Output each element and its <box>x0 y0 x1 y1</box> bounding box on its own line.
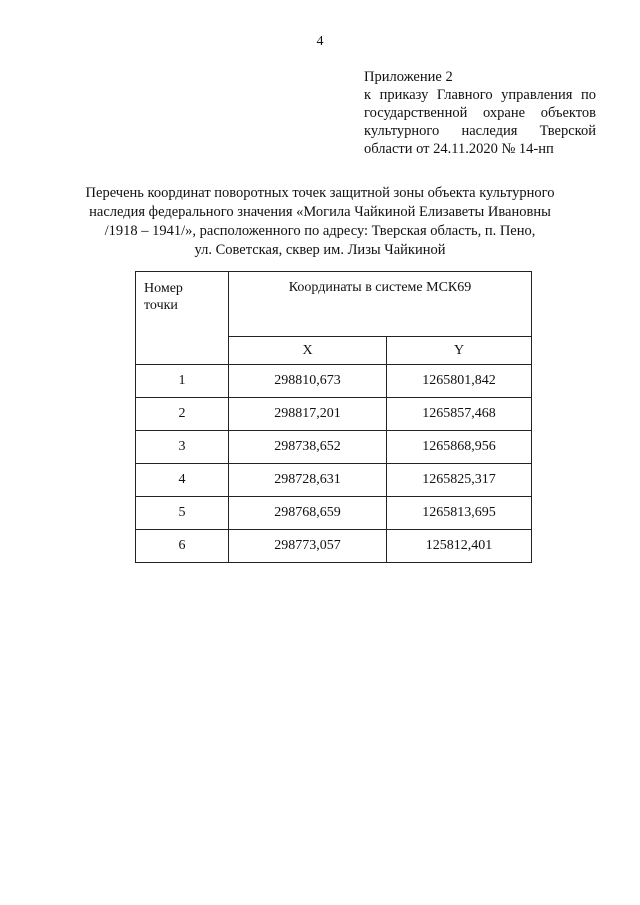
title-line: ул. Советская, сквер им. Лизы Чайкиной <box>194 242 446 258</box>
appendix-line: культурного наследия Тверской <box>364 123 596 139</box>
cell-y: 1265813,695 <box>387 497 532 530</box>
cell-point-number: 4 <box>136 464 229 497</box>
cell-y: 1265801,842 <box>387 365 532 398</box>
cell-point-number: 6 <box>136 530 229 563</box>
appendix-block <box>364 68 596 158</box>
cell-point-number: 2 <box>136 398 229 431</box>
page-number: 4 <box>316 34 324 49</box>
cell-y: 1265868,956 <box>387 431 532 464</box>
document-title <box>60 184 580 260</box>
header-x: X <box>229 337 387 365</box>
appendix-line: области от 24.11.2020 № 14-нп <box>364 141 554 157</box>
cell-point-number: 3 <box>136 431 229 464</box>
cell-x: 298817,201 <box>229 398 387 431</box>
cell-point-number: 5 <box>136 497 229 530</box>
appendix-line: Приложение 2 <box>364 69 453 85</box>
table-row <box>136 398 532 431</box>
header-point-number-line1: Номер <box>144 281 183 296</box>
cell-x: 298768,659 <box>229 497 387 530</box>
table-row <box>136 530 532 563</box>
cell-point-number: 1 <box>136 365 229 398</box>
coordinates-table <box>135 271 532 563</box>
cell-y: 1265825,317 <box>387 464 532 497</box>
cell-x: 298773,057 <box>229 530 387 563</box>
table-row <box>136 464 532 497</box>
appendix-line: государственной охране объектов <box>364 105 596 121</box>
header-point-number <box>136 272 229 365</box>
table-row <box>136 497 532 530</box>
header-point-number-line2: точки <box>144 298 178 313</box>
title-line: /1918 – 1941/», расположенного по адресу: Тверская область, п. Пено, <box>104 223 536 239</box>
cell-y: 125812,401 <box>387 530 532 563</box>
cell-x: 298738,652 <box>229 431 387 464</box>
title-line: Перечень координат поворотных точек защитной зоны объекта культурного <box>85 185 555 201</box>
table-row <box>136 365 532 398</box>
title-line: наследия федерального значения «Могила Чайкиной Елизаветы Ивановны <box>89 204 551 220</box>
cell-y: 1265857,468 <box>387 398 532 431</box>
table-row <box>136 431 532 464</box>
header-y: Y <box>387 337 532 365</box>
header-coordinates: Координаты в системе МСК69 <box>229 272 532 337</box>
appendix-line: к приказу Главного управления по <box>364 87 596 103</box>
cell-x: 298810,673 <box>229 365 387 398</box>
cell-x: 298728,631 <box>229 464 387 497</box>
